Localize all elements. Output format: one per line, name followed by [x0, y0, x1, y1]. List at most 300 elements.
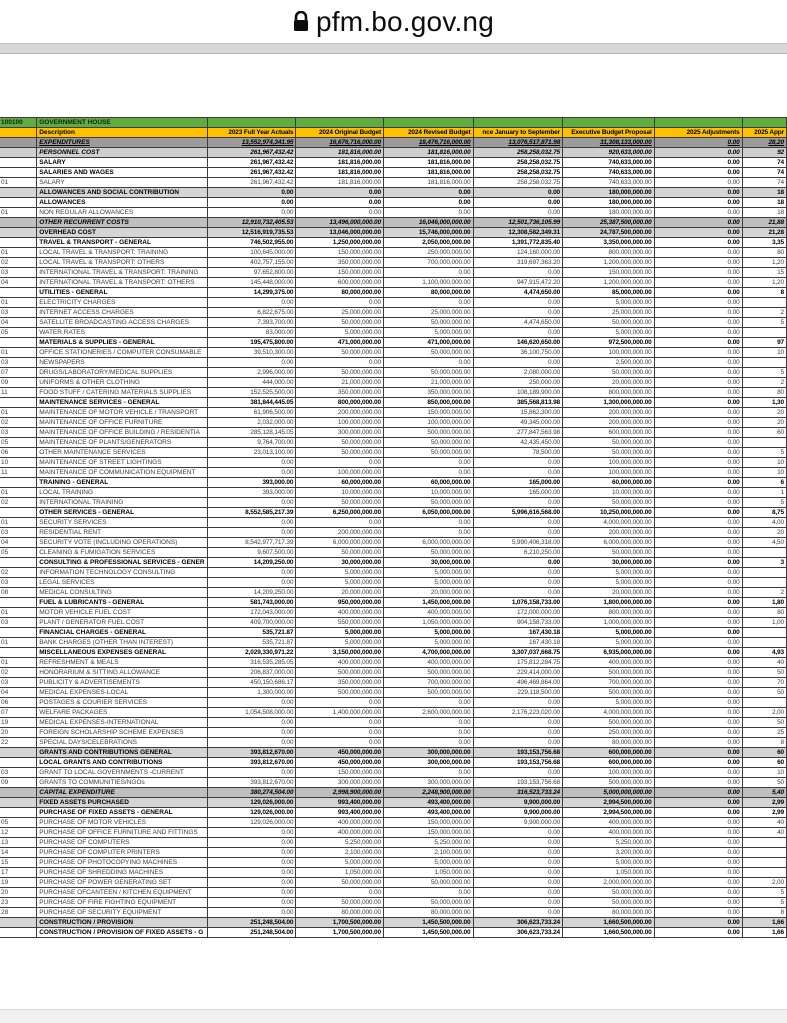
- amount-cell: 1,660,500,000.00: [563, 928, 655, 938]
- amount-cell: 1,050,000.00: [296, 868, 384, 878]
- amount-cell: 800,000,000.00: [296, 398, 384, 408]
- code-cell: 01: [0, 248, 37, 258]
- amount-cell: 0.00: [654, 888, 742, 898]
- amount-cell: 193,153,756.68: [473, 748, 563, 758]
- amount-cell: 50: [742, 668, 786, 678]
- amount-cell: 0.00: [207, 868, 296, 878]
- description-cell: PURCHASE OF OFFICE FURNITURE AND FITTINGS: [37, 828, 207, 838]
- amount-cell: 0.00: [473, 728, 563, 738]
- code-cell: 08: [0, 588, 37, 598]
- amount-cell: 1,200,000,000.00: [563, 278, 655, 288]
- amount-cell: 3,35: [742, 238, 786, 248]
- amount-cell: 600,000,000.00: [296, 278, 384, 288]
- description-cell: PLANT / GENERATOR FUEL COST: [37, 618, 207, 628]
- code-cell: 17: [0, 868, 37, 878]
- amount-cell: 0.00: [654, 138, 742, 148]
- amount-cell: 50,000,000.00: [296, 318, 384, 328]
- description-cell: ALLOWANCES: [37, 198, 207, 208]
- amount-cell: 0.00: [654, 478, 742, 488]
- amount-cell: 393,000.00: [207, 478, 296, 488]
- amount-cell: 1,300,000,000.00: [563, 398, 655, 408]
- amount-cell: 850,000,000.00: [383, 398, 473, 408]
- amount-cell: [742, 438, 786, 448]
- amount-cell: [742, 868, 786, 878]
- amount-cell: 6,822,675.00: [207, 308, 296, 318]
- amount-cell: 0.00: [207, 568, 296, 578]
- table-row: [0, 738, 787, 748]
- table-row: [0, 558, 787, 568]
- amount-cell: 0.00: [654, 458, 742, 468]
- amount-cell: 700,000,000.00: [383, 678, 473, 688]
- amount-cell: 4,474,650.00: [473, 288, 563, 298]
- amount-cell: 60: [742, 428, 786, 438]
- table-row: [0, 158, 787, 168]
- amount-cell: 0.00: [654, 308, 742, 318]
- amount-cell: 12,308,582,349.31: [473, 228, 563, 238]
- amount-cell: 6,250,000,000.00: [296, 508, 384, 518]
- amount-cell: 50,000,000.00: [296, 548, 384, 558]
- amount-cell: 13,046,000,000.00: [296, 228, 384, 238]
- description-cell: OVERHEAD COST: [37, 228, 207, 238]
- amount-cell: 0.00: [473, 838, 563, 848]
- amount-cell: 950,000,000.00: [296, 598, 384, 608]
- amount-cell: 129,026,000.00: [207, 808, 296, 818]
- code-cell: 01: [0, 178, 37, 188]
- amount-cell: 0.00: [296, 298, 384, 308]
- amount-cell: 3,350,000,000.00: [563, 238, 655, 248]
- description-cell: PUBLICITY & ADVERTISEMENTS: [37, 678, 207, 688]
- code-cell: 01: [0, 638, 37, 648]
- table-row: [0, 318, 787, 328]
- amount-cell: 800,000,000.00: [563, 608, 655, 618]
- description-cell: MEDICAL EXPENSES-INTERNATIONAL: [37, 718, 207, 728]
- code-cell: [0, 228, 37, 238]
- amount-cell: 0.00: [473, 208, 563, 218]
- amount-cell: [742, 628, 786, 638]
- amount-cell: [742, 698, 786, 708]
- amount-cell: 0.00: [207, 358, 296, 368]
- amount-cell: 0.00: [473, 308, 563, 318]
- amount-cell: 0.00: [296, 728, 384, 738]
- amount-cell: 1: [742, 488, 786, 498]
- amount-cell: 5,000,000.00: [296, 858, 384, 868]
- description-cell: OTHER MAINTENANCE SERVICES: [37, 448, 207, 458]
- amount-cell: 3,150,000,000.00: [296, 648, 384, 658]
- amount-cell: 50,000,000.00: [296, 498, 384, 508]
- description-cell: CLEANING & FUMIGATION SERVICES: [37, 548, 207, 558]
- code-cell: [0, 188, 37, 198]
- description-cell: MAINTENANCE OF COMMUNICATION EQUIPMENT: [37, 468, 207, 478]
- amount-cell: 2,600,000,000.00: [383, 708, 473, 718]
- amount-cell: 0.00: [473, 858, 563, 868]
- table-row: [0, 328, 787, 338]
- amount-cell: 5: [742, 498, 786, 508]
- table-row: [0, 358, 787, 368]
- amount-cell: 8,552,585,217.39: [207, 508, 296, 518]
- amount-cell: 4,93: [742, 648, 786, 658]
- amount-cell: 20,000,000.00: [563, 378, 655, 388]
- amount-cell: 1,450,500,000.00: [383, 928, 473, 938]
- amount-cell: 400,000,000.00: [563, 828, 655, 838]
- amount-cell: [742, 848, 786, 858]
- amount-cell: 0.00: [383, 518, 473, 528]
- description-cell: INTERNATIONAL TRAVEL & TRANSPORT: OTHERS: [37, 278, 207, 288]
- amount-cell: 450,000,000.00: [296, 748, 384, 758]
- amount-cell: 5,000,000.00: [563, 628, 655, 638]
- description-cell: OFFICE STATIONERIES / COMPUTER CONSUMABLE: [37, 348, 207, 358]
- amount-cell: 0.00: [473, 698, 563, 708]
- amount-cell: 8: [742, 908, 786, 918]
- amount-cell: 0.00: [383, 888, 473, 898]
- table-row: [0, 498, 787, 508]
- amount-cell: 550,000,000.00: [296, 618, 384, 628]
- amount-cell: 150,000,000.00: [296, 248, 384, 258]
- amount-cell: 5,000,000.00: [296, 638, 384, 648]
- table-row: [0, 718, 787, 728]
- amount-cell: 1,100,000,000.00: [383, 278, 473, 288]
- amount-cell: 80,000,000.00: [296, 288, 384, 298]
- description-cell: SALARY: [37, 158, 207, 168]
- amount-cell: 5,000,000.00: [383, 328, 473, 338]
- amount-cell: 3: [742, 558, 786, 568]
- amount-cell: 496,469,864.00: [473, 678, 563, 688]
- amount-cell: 300,000,000.00: [296, 428, 384, 438]
- code-cell: 05: [0, 548, 37, 558]
- description-cell: NEWSPAPERS: [37, 358, 207, 368]
- description-cell: MAINTENANCE OF OFFICE BUILDING / RESIDENTIA: [37, 428, 207, 438]
- table-row: [0, 548, 787, 558]
- code-cell: [0, 758, 37, 768]
- amount-cell: 5,000,000.00: [296, 328, 384, 338]
- amount-cell: 30,000,000.00: [563, 558, 655, 568]
- description-cell: INTERNET ACCESS CHARGES: [37, 308, 207, 318]
- amount-cell: 0.00: [207, 908, 296, 918]
- amount-cell: 0.00: [383, 208, 473, 218]
- amount-cell: 261,967,432.42: [207, 178, 296, 188]
- amount-cell: 150,000,000.00: [383, 828, 473, 838]
- column-header-cell: 2023 Full Year Actuals: [207, 128, 296, 138]
- amount-cell: 50,000,000.00: [296, 368, 384, 378]
- amount-cell: 0.00: [654, 198, 742, 208]
- amount-cell: 316,535,285.05: [207, 658, 296, 668]
- code-cell: 11: [0, 388, 37, 398]
- amount-cell: 83,000.00: [207, 328, 296, 338]
- amount-cell: 15,862,300.00: [473, 408, 563, 418]
- table-row: [0, 258, 787, 268]
- description-cell: FINANCIAL CHARGES - GENERAL: [37, 628, 207, 638]
- amount-cell: 0.00: [654, 878, 742, 888]
- amount-cell: 300,000,000.00: [383, 748, 473, 758]
- amount-cell: 5,990,406,318.00: [473, 538, 563, 548]
- table-row: [0, 568, 787, 578]
- amount-cell: 129,026,000.00: [207, 818, 296, 828]
- amount-cell: 150,000,000.00: [296, 768, 384, 778]
- amount-cell: 4,000,000,000.00: [563, 708, 655, 718]
- amount-cell: 15: [742, 268, 786, 278]
- amount-cell: 1,700,500,000.00: [296, 928, 384, 938]
- code-cell: [0, 798, 37, 808]
- table-row: [0, 288, 787, 298]
- amount-cell: 97,652,800.00: [207, 268, 296, 278]
- table-row: [0, 198, 787, 208]
- amount-cell: 400,000,000.00: [296, 828, 384, 838]
- description-cell: OTHER RECURRENT COSTS: [37, 218, 207, 228]
- code-cell: [0, 808, 37, 818]
- table-row: [0, 218, 787, 228]
- amount-cell: 0.00: [473, 558, 563, 568]
- amount-cell: 0.00: [654, 358, 742, 368]
- table-row: [0, 488, 787, 498]
- amount-cell: 0.00: [207, 498, 296, 508]
- budget-table: [0, 117, 787, 938]
- table-row: [0, 838, 787, 848]
- amount-cell: 9,607,500.00: [207, 548, 296, 558]
- amount-cell: 0.00: [654, 588, 742, 598]
- description-cell: FUEL & LUBRICANTS - GENERAL: [37, 598, 207, 608]
- amount-cell: 21,88: [742, 218, 786, 228]
- amount-cell: 172,000,000.00: [473, 608, 563, 618]
- code-cell: 10: [0, 458, 37, 468]
- amount-cell: 5,000,000.00: [563, 698, 655, 708]
- amount-cell: 2,99: [742, 808, 786, 818]
- amount-cell: 0.00: [654, 698, 742, 708]
- amount-cell: 8: [742, 738, 786, 748]
- amount-cell: 1,450,500,000.00: [383, 918, 473, 928]
- description-cell: FOOD STUFF / CATERING MATERIALS SUPPLIES: [37, 388, 207, 398]
- description-cell: RESIDENTIAL RENT: [37, 528, 207, 538]
- amount-cell: 92: [742, 148, 786, 158]
- amount-cell: 0.00: [654, 158, 742, 168]
- amount-cell: 0.00: [654, 538, 742, 548]
- amount-cell: 0.00: [654, 248, 742, 258]
- description-cell: UNIFORMS & OTHER CLOTHING: [37, 378, 207, 388]
- amount-cell: 50,000,000.00: [383, 498, 473, 508]
- description-cell: TRAVEL & TRANSPORT - GENERAL: [37, 238, 207, 248]
- description-cell: WELFARE PACKAGES: [37, 708, 207, 718]
- description-cell: MEDICAL CONSULTING: [37, 588, 207, 598]
- amount-cell: 14,209,250.00: [207, 558, 296, 568]
- amount-cell: 1,050,000.00: [563, 868, 655, 878]
- amount-cell: 2,000,000,000.00: [563, 878, 655, 888]
- amount-cell: 0.00: [383, 358, 473, 368]
- column-header-cell: Executive Budget Proposal: [563, 128, 655, 138]
- amount-cell: 0.00: [207, 468, 296, 478]
- amount-cell: 1,800,000,000.00: [563, 598, 655, 608]
- amount-cell: 50,000,000.00: [563, 448, 655, 458]
- amount-cell: 4,00: [742, 518, 786, 528]
- amount-cell: 0.00: [473, 468, 563, 478]
- amount-cell: 9,900,000.00: [473, 798, 563, 808]
- amount-cell: 60,000,000.00: [383, 478, 473, 488]
- amount-cell: [742, 568, 786, 578]
- amount-cell: 167,430.18: [473, 628, 563, 638]
- table-row: [0, 888, 787, 898]
- description-cell: POSTAGES & COURIER SERVICES: [37, 698, 207, 708]
- amount-cell: 0.00: [654, 618, 742, 628]
- amount-cell: 0.00: [654, 168, 742, 178]
- amount-cell: 8,542,977,717.39: [207, 538, 296, 548]
- amount-cell: 400,000,000.00: [296, 608, 384, 618]
- horizontal-scrollbar[interactable]: [0, 43, 787, 54]
- amount-cell: 30,000,000.00: [296, 558, 384, 568]
- amount-cell: 0.00: [654, 368, 742, 378]
- org-empty-cell: [383, 118, 473, 128]
- table-row: [0, 698, 787, 708]
- amount-cell: 0.00: [383, 468, 473, 478]
- amount-cell: 0.00: [473, 328, 563, 338]
- amount-cell: 0.00: [473, 188, 563, 198]
- amount-cell: 2,994,500,000.00: [563, 808, 655, 818]
- table-row: [0, 208, 787, 218]
- amount-cell: 0.00: [654, 258, 742, 268]
- table-row: [0, 248, 787, 258]
- amount-cell: 2,500,000.00: [563, 358, 655, 368]
- code-cell: 03: [0, 358, 37, 368]
- amount-cell: 8,75: [742, 508, 786, 518]
- amount-cell: 10,000,000.00: [383, 488, 473, 498]
- code-cell: 20: [0, 888, 37, 898]
- amount-cell: 251,248,504.00: [207, 928, 296, 938]
- code-cell: [0, 138, 37, 148]
- description-cell: MATERIALS & SUPPLIES - GENERAL: [37, 338, 207, 348]
- amount-cell: 2,080,000.00: [473, 368, 563, 378]
- amount-cell: 80,000,000.00: [563, 738, 655, 748]
- amount-cell: 0.00: [473, 198, 563, 208]
- amount-cell: 6,210,250.00: [473, 548, 563, 558]
- amount-cell: 50,000,000.00: [383, 368, 473, 378]
- amount-cell: 1,66: [742, 918, 786, 928]
- amount-cell: 0.00: [654, 578, 742, 588]
- amount-cell: 50,000,000.00: [563, 888, 655, 898]
- amount-cell: 14,209,250.00: [207, 588, 296, 598]
- code-cell: [0, 158, 37, 168]
- code-cell: 04: [0, 278, 37, 288]
- amount-cell: 13,496,000,000.00: [296, 218, 384, 228]
- amount-cell: 10: [742, 348, 786, 358]
- amount-cell: 0.00: [207, 208, 296, 218]
- amount-cell: 50,000,000.00: [296, 348, 384, 358]
- amount-cell: 25,000,000.00: [563, 308, 655, 318]
- amount-cell: 50,000,000.00: [296, 878, 384, 888]
- amount-cell: 100,000,000.00: [563, 458, 655, 468]
- amount-cell: 0.00: [654, 868, 742, 878]
- amount-cell: 10: [742, 458, 786, 468]
- description-cell: CONSTRUCTION / PROVISION OF FIXED ASSETS - G: [37, 928, 207, 938]
- amount-cell: 0.00: [383, 188, 473, 198]
- table-row: [0, 588, 787, 598]
- amount-cell: 258,258,032.75: [473, 148, 563, 158]
- amount-cell: 947,915,472.20: [473, 278, 563, 288]
- amount-cell: 152,525,500.00: [207, 388, 296, 398]
- amount-cell: 50,000,000.00: [563, 318, 655, 328]
- amount-cell: 0.00: [207, 858, 296, 868]
- amount-cell: 0.00: [473, 768, 563, 778]
- amount-cell: 402,757,155.00: [207, 258, 296, 268]
- code-cell: 02: [0, 418, 37, 428]
- amount-cell: 0.00: [654, 768, 742, 778]
- table-row: [0, 178, 787, 188]
- amount-cell: 0.00: [654, 148, 742, 158]
- amount-cell: 5,000,000.00: [296, 568, 384, 578]
- amount-cell: 2: [742, 308, 786, 318]
- code-cell: 19: [0, 878, 37, 888]
- org-name-cell: GOVERNMENT HOUSE: [37, 118, 207, 128]
- amount-cell: 1,391,772,835.40: [473, 238, 563, 248]
- budget-spreadsheet: [0, 117, 787, 938]
- amount-cell: 6,000,000,000.00: [563, 538, 655, 548]
- description-cell: PURCHASE OF POWER GENERATING SET: [37, 878, 207, 888]
- amount-cell: 0.00: [654, 298, 742, 308]
- amount-cell: 2: [742, 378, 786, 388]
- amount-cell: 0.00: [654, 708, 742, 718]
- amount-cell: 0.00: [654, 818, 742, 828]
- amount-cell: 2,99: [742, 798, 786, 808]
- amount-cell: 2,100,000.00: [383, 848, 473, 858]
- code-cell: 02: [0, 568, 37, 578]
- amount-cell: 0.00: [654, 688, 742, 698]
- table-row: [0, 688, 787, 698]
- amount-cell: 13,552,974,341.95: [207, 138, 296, 148]
- code-cell: 12: [0, 828, 37, 838]
- description-cell: LOCAL GRANTS AND CONTRIBUTIONS: [37, 758, 207, 768]
- amount-cell: 10: [742, 768, 786, 778]
- amount-cell: 2,00: [742, 878, 786, 888]
- amount-cell: 181,816,000.00: [383, 178, 473, 188]
- code-cell: 06: [0, 448, 37, 458]
- amount-cell: [742, 298, 786, 308]
- column-header-row: [0, 128, 787, 138]
- amount-cell: 124,160,000.00: [473, 248, 563, 258]
- amount-cell: 12,910,732,405.53: [207, 218, 296, 228]
- amount-cell: [742, 328, 786, 338]
- amount-cell: 535,721.87: [207, 628, 296, 638]
- amount-cell: 993,400,000.00: [296, 798, 384, 808]
- amount-cell: 0.00: [654, 798, 742, 808]
- amount-cell: 0.00: [207, 828, 296, 838]
- amount-cell: 0.00: [473, 718, 563, 728]
- amount-cell: 1,050,000,000.00: [383, 618, 473, 628]
- amount-cell: 60: [742, 748, 786, 758]
- table-row: [0, 408, 787, 418]
- amount-cell: 0.00: [654, 728, 742, 738]
- amount-cell: 80,000,000.00: [383, 908, 473, 918]
- amount-cell: 0.00: [654, 928, 742, 938]
- org-empty-cell: [563, 118, 655, 128]
- description-cell: INTERNATIONAL TRAVEL & TRANSPORT: TRAINING: [37, 268, 207, 278]
- amount-cell: 129,026,000.00: [207, 798, 296, 808]
- table-row: [0, 278, 787, 288]
- amount-cell: 0.00: [473, 268, 563, 278]
- table-row: [0, 648, 787, 658]
- amount-cell: 12,501,736,105.99: [473, 218, 563, 228]
- amount-cell: 50,000,000.00: [296, 438, 384, 448]
- amount-cell: 0.00: [473, 358, 563, 368]
- amount-cell: 193,153,756.68: [473, 758, 563, 768]
- description-cell: SALARIES AND WAGES: [37, 168, 207, 178]
- amount-cell: 193,153,756.68: [473, 778, 563, 788]
- table-row: [0, 878, 787, 888]
- amount-cell: 0.00: [207, 528, 296, 538]
- table-row: [0, 628, 787, 638]
- amount-cell: 450,000,000.00: [296, 758, 384, 768]
- amount-cell: 500,000,000.00: [563, 718, 655, 728]
- amount-cell: 2,998,900,000.00: [296, 788, 384, 798]
- amount-cell: 0.00: [654, 428, 742, 438]
- description-cell: MAINTENANCE OF PLANTS/GENERATORS: [37, 438, 207, 448]
- description-cell: HONORARIUM & SITTING ALLOWANCE: [37, 668, 207, 678]
- amount-cell: 21,28: [742, 228, 786, 238]
- amount-cell: 18: [742, 198, 786, 208]
